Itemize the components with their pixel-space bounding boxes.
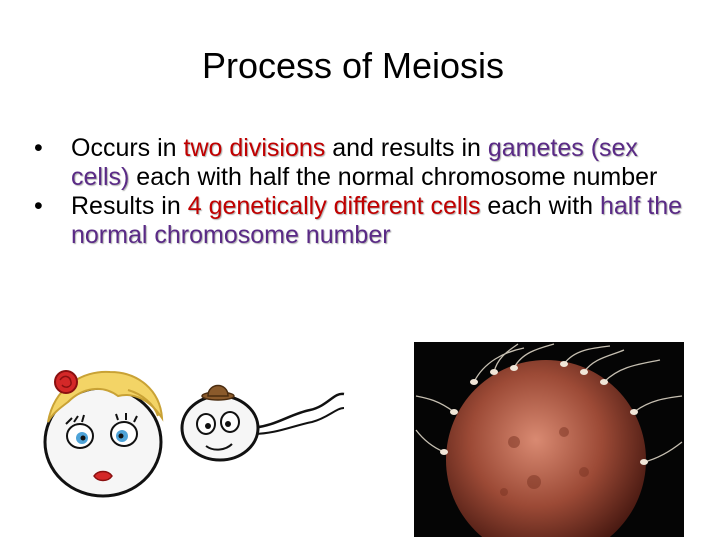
slide-title: Process of Meiosis: [201, 45, 505, 86]
emphasis-red: two divisions: [183, 134, 326, 162]
bullet-icon: •: [34, 134, 43, 162]
bullet-item: [34, 134, 694, 192]
bullet-text: Results in: [71, 192, 188, 220]
sperm-cartoon-image: [178, 368, 348, 478]
emphasis-purple: half the normal chromosome number: [71, 192, 683, 249]
emphasis-purple: gametes (sex cells): [71, 134, 638, 191]
bullet-list: [34, 134, 694, 250]
bullet-text: and results in: [325, 134, 488, 162]
bullet-icon: •: [34, 192, 43, 220]
egg-cartoon-image: [38, 360, 168, 500]
emphasis-red: 4 genetically different cells: [187, 192, 481, 220]
fertilization-micrograph-image: [414, 342, 684, 537]
bullet-item: [34, 192, 694, 250]
bullet-text: Occurs in: [71, 134, 184, 162]
bullet-text: each with half the normal chromosome number: [129, 163, 658, 191]
bullet-text: each with: [480, 192, 600, 220]
